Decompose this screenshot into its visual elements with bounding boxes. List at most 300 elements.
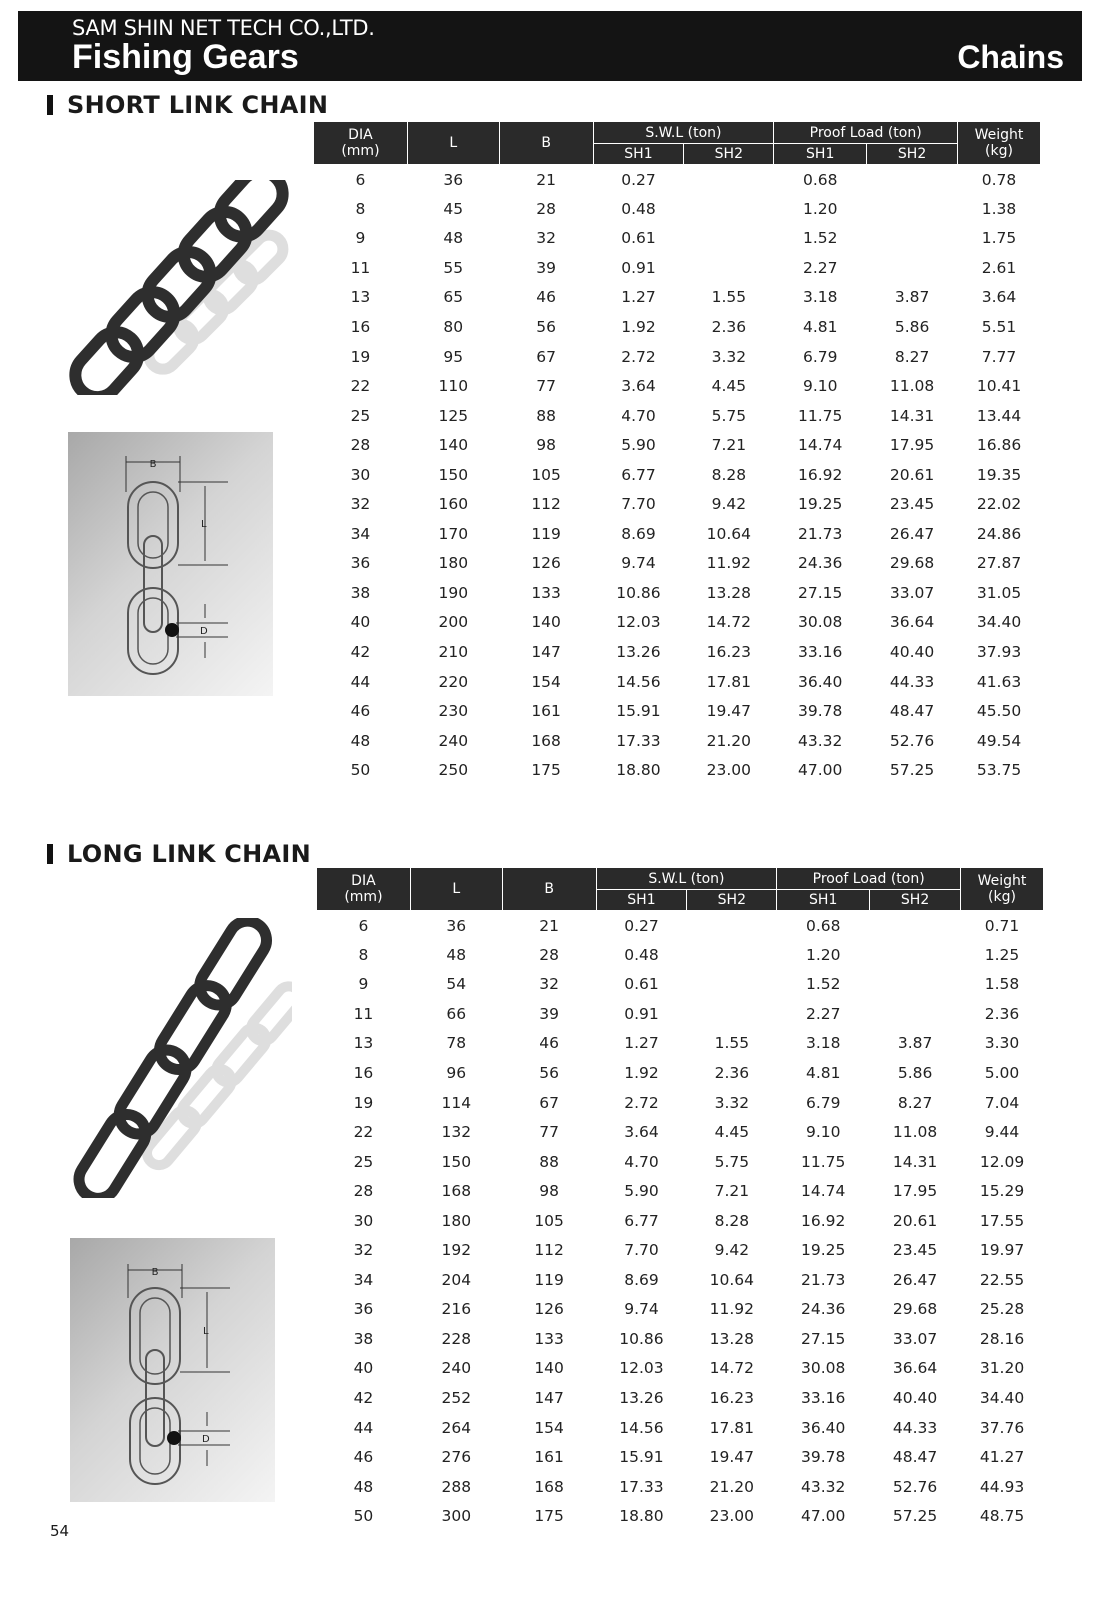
swl-sh1-cell: 1.92 (621, 318, 656, 336)
short-link-spec-table (313, 121, 1041, 785)
b-cell: 21 (539, 916, 559, 935)
dia-cell: 40 (353, 1359, 374, 1378)
table-row (317, 1383, 1044, 1413)
swl-sh2-cell (687, 940, 777, 970)
dia-cell: 13 (353, 1034, 374, 1053)
b-cell: 28 (539, 945, 559, 964)
table-row (317, 1265, 1044, 1295)
l-cell: 170 (438, 524, 469, 543)
dia-cell: 46 (350, 702, 371, 721)
swl-sh2-cell: 11.92 (709, 1300, 755, 1319)
dim-d-label: D (200, 626, 208, 637)
dia-cell: 8 (355, 199, 366, 218)
long-link-chain-image (62, 918, 292, 1198)
l-cell: 300 (441, 1507, 472, 1526)
proof-sh1-cell: 9.10 (802, 377, 838, 396)
proof-sh2-cell (870, 940, 961, 970)
b-cell: 161 (531, 702, 561, 721)
proof-sh1-cell: 24.36 (798, 554, 843, 573)
swl-sh1-cell: 5.90 (621, 436, 656, 455)
swl-sh1-cell: 9.74 (621, 554, 656, 573)
swl-sh1-cell: 1.27 (624, 1034, 659, 1053)
company-name: SAM SHIN NET TECH CO.,LTD. (72, 16, 375, 40)
proof-sh2-cell: 36.64 (889, 613, 935, 632)
dia-cell: 28 (350, 436, 371, 455)
swl-sh2-cell: 3.32 (714, 1093, 750, 1112)
proof-sh2-cell: 44.33 (892, 1418, 938, 1437)
proof-sh1-cell: 21.73 (798, 524, 843, 543)
dia-cell: 44 (350, 672, 371, 691)
proof-sh2-cell: 23.45 (892, 1241, 938, 1260)
weight-cell: 0.71 (984, 916, 1020, 935)
proof-sh1-cell: 2.27 (802, 258, 838, 277)
dia-cell: 11 (353, 1004, 374, 1023)
proof-sh1-cell: 11.75 (801, 1152, 846, 1171)
swl-sh1-cell: 13.26 (619, 1389, 664, 1408)
proof-sh1-cell: 1.20 (805, 945, 841, 964)
l-cell: 230 (438, 702, 469, 721)
swl-sh2-cell: 10.64 (709, 1270, 755, 1289)
swl-sh2-cell: 1.55 (711, 288, 747, 307)
weight-cell: 19.97 (979, 1241, 1025, 1260)
swl-sh1-cell: 0.61 (624, 975, 659, 994)
weight-cell: 7.04 (984, 1093, 1020, 1112)
swl-sh2-cell: 8.28 (711, 465, 747, 484)
table-row (314, 371, 1041, 401)
table-row (314, 519, 1041, 549)
swl-sh2-cell (687, 999, 777, 1029)
b-cell: 88 (539, 1152, 559, 1171)
proof-sh2-cell: 29.68 (892, 1300, 938, 1319)
swl-sh2-cell: 7.21 (711, 436, 747, 455)
b-cell: 140 (534, 1359, 564, 1378)
short-link-section-title (47, 91, 328, 119)
dia-header: DIA (mm) (314, 122, 408, 165)
dia-cell: 25 (353, 1152, 374, 1171)
proof-sh1-cell: 19.25 (801, 1241, 846, 1260)
weight-cell: 27.87 (976, 554, 1022, 573)
l-cell: 264 (441, 1418, 472, 1437)
l-cell: 48 (443, 229, 464, 248)
weight-cell: 53.75 (976, 761, 1022, 780)
swl-sh2-cell: 1.55 (714, 1034, 750, 1053)
swl-sh2-cell: 16.23 (709, 1389, 755, 1408)
proof-sh1-cell: 3.18 (805, 1034, 841, 1053)
proof-sh2-cell: 14.31 (892, 1152, 938, 1171)
dia-cell: 44 (353, 1418, 374, 1437)
b-cell: 154 (534, 1418, 564, 1437)
b-cell: 67 (539, 1093, 559, 1112)
weight-cell: 44.93 (979, 1477, 1025, 1496)
proof-sh1-cell: 1.52 (802, 229, 838, 248)
swl-sh1-header: SH1 (596, 890, 687, 911)
proof-sh1-cell: 24.36 (801, 1300, 846, 1319)
swl-sh2-cell: 10.64 (706, 524, 752, 543)
proof-sh2-cell: 40.40 (889, 643, 935, 662)
swl-sh2-cell (684, 194, 774, 224)
dia-cell: 50 (353, 1507, 374, 1526)
weight-cell: 22.02 (976, 495, 1022, 514)
swl-sh1-cell: 5.90 (624, 1182, 659, 1201)
proof-sh2-cell: 11.08 (889, 377, 935, 396)
dia-cell: 19 (350, 347, 371, 366)
b-cell: 147 (534, 1389, 564, 1408)
proof-sh1-header: SH1 (777, 890, 870, 911)
weight-cell: 1.58 (984, 975, 1020, 994)
proof-sh2-cell: 14.31 (889, 406, 935, 425)
proof-sh2-cell: 17.95 (889, 436, 935, 455)
table-row (314, 578, 1041, 608)
proof-sh1-cell: 1.52 (805, 975, 841, 994)
swl-sh2-cell: 14.72 (709, 1359, 755, 1378)
proof-sh1-cell: 33.16 (801, 1389, 846, 1408)
swl-sh1-cell: 7.70 (621, 495, 656, 514)
weight-cell: 15.29 (979, 1182, 1025, 1201)
dia-cell: 32 (350, 495, 371, 514)
swl-sh1-cell: 9.74 (624, 1300, 659, 1319)
dia-cell: 38 (353, 1329, 374, 1348)
b-cell: 105 (531, 465, 561, 484)
l-cell: 66 (446, 1004, 467, 1023)
b-cell: 126 (531, 554, 561, 573)
proof-sh2-header: SH2 (867, 144, 958, 165)
proof-sh1-cell: 14.74 (801, 1182, 846, 1201)
b-cell: 175 (531, 761, 561, 780)
dia-cell: 36 (353, 1300, 374, 1319)
weight-cell: 17.55 (979, 1211, 1025, 1230)
table-row (314, 549, 1041, 579)
swl-sh1-cell: 10.86 (619, 1329, 664, 1348)
proof-sh1-cell: 47.00 (798, 761, 843, 780)
l-cell: 54 (446, 975, 467, 994)
table-row (314, 165, 1041, 195)
weight-cell: 2.36 (984, 1004, 1020, 1023)
l-cell: 250 (438, 761, 469, 780)
swl-sh1-cell: 18.80 (616, 761, 661, 780)
l-cell: 210 (438, 643, 469, 662)
swl-sh1-cell: 10.86 (616, 583, 661, 602)
proof-sh1-cell: 47.00 (801, 1507, 846, 1526)
proof-sh2-cell: 52.76 (892, 1477, 938, 1496)
proof-load-header: Proof Load (ton) (774, 122, 958, 144)
table-row (317, 1176, 1044, 1206)
table-row (314, 224, 1041, 254)
b-cell: 32 (539, 975, 559, 994)
b-cell: 154 (531, 672, 561, 691)
dia-cell: 40 (350, 613, 371, 632)
l-cell: 228 (441, 1329, 472, 1348)
b-cell: 56 (539, 1064, 559, 1082)
swl-sh2-cell: 9.42 (714, 1241, 750, 1260)
table-row (314, 696, 1041, 726)
table-row (314, 401, 1041, 431)
proof-sh1-cell: 4.81 (805, 1064, 841, 1082)
proof-sh1-cell: 30.08 (798, 613, 843, 632)
dia-cell: 50 (350, 761, 371, 780)
swl-sh1-cell: 0.61 (621, 229, 656, 248)
swl-sh1-cell: 18.80 (619, 1507, 664, 1526)
long-link-section-title (47, 840, 311, 868)
l-cell: 78 (446, 1034, 467, 1053)
l-cell: 55 (443, 258, 464, 277)
dia-cell: 16 (350, 318, 371, 336)
table-row (314, 667, 1041, 697)
swl-sh2-cell (687, 970, 777, 1000)
swl-sh2-cell (687, 911, 777, 941)
swl-sh1-cell: 15.91 (616, 702, 661, 721)
table-row (317, 911, 1044, 941)
l-cell: 150 (438, 465, 469, 484)
b-cell: 126 (534, 1300, 564, 1319)
l-cell: 95 (443, 347, 464, 366)
table-row (314, 283, 1041, 313)
swl-sh1-cell: 1.92 (624, 1064, 659, 1082)
swl-sh2-header: SH2 (684, 144, 774, 165)
proof-sh2-cell: 48.47 (892, 1448, 938, 1467)
weight-cell: 1.38 (981, 199, 1017, 218)
dia-cell: 42 (353, 1389, 374, 1408)
table-row (317, 940, 1044, 970)
l-cell: 96 (446, 1064, 467, 1082)
table-row (314, 430, 1041, 460)
l-cell: 132 (441, 1123, 472, 1142)
proof-sh1-cell: 43.32 (801, 1477, 846, 1496)
proof-sh1-cell: 21.73 (801, 1270, 846, 1289)
weight-cell: 3.30 (984, 1034, 1020, 1053)
swl-sh2-cell: 8.28 (714, 1211, 750, 1230)
proof-sh2-cell: 29.68 (889, 554, 935, 573)
proof-sh1-cell: 16.92 (801, 1211, 846, 1230)
swl-sh1-cell: 15.91 (619, 1448, 664, 1467)
b-cell: 112 (534, 1241, 564, 1260)
swl-sh1-cell: 14.56 (616, 672, 661, 691)
proof-sh1-cell: 19.25 (798, 495, 843, 514)
swl-sh2-cell: 23.00 (706, 761, 752, 780)
swl-sh1-cell: 12.03 (616, 613, 661, 632)
table-row (317, 1295, 1044, 1325)
l-cell: 114 (441, 1093, 472, 1112)
swl-sh1-cell: 8.69 (624, 1270, 659, 1289)
table-row (314, 726, 1041, 756)
table-row (314, 755, 1041, 785)
swl-sh1-cell: 3.64 (624, 1123, 659, 1142)
proof-sh2-cell: 57.25 (889, 761, 935, 780)
table-row (317, 1354, 1044, 1384)
dia-header: DIA (mm) (317, 868, 411, 911)
swl-sh2-cell: 4.45 (711, 377, 747, 396)
dia-cell: 9 (355, 229, 366, 248)
dia-cell: 11 (350, 258, 371, 277)
weight-header: Weight (kg) (961, 868, 1044, 911)
proof-sh1-cell: 36.40 (798, 672, 843, 691)
weight-cell: 48.75 (979, 1507, 1025, 1526)
swl-sh2-header: SH2 (687, 890, 777, 911)
b-cell: 39 (536, 258, 556, 277)
dia-cell: 22 (350, 377, 371, 396)
table-row (314, 608, 1041, 638)
weight-cell: 9.44 (984, 1123, 1020, 1142)
swl-sh1-cell: 0.91 (621, 258, 656, 277)
swl-sh1-cell: 17.33 (619, 1477, 664, 1496)
swl-sh2-cell: 5.75 (711, 406, 747, 425)
swl-sh2-cell: 17.81 (706, 672, 752, 691)
l-cell: 48 (446, 945, 467, 964)
dim-l-label: L (201, 519, 207, 530)
proof-sh1-cell: 4.81 (802, 318, 838, 336)
table-row (317, 1147, 1044, 1177)
weight-cell: 37.76 (979, 1418, 1025, 1437)
proof-sh2-cell: 5.86 (894, 318, 930, 336)
long-link-spec-table (316, 867, 1044, 1531)
b-cell: 21 (536, 170, 556, 189)
l-cell: 140 (438, 436, 469, 455)
swl-header: S.W.L (ton) (593, 122, 774, 144)
b-cell: 46 (536, 288, 556, 307)
swl-sh1-cell: 1.27 (621, 288, 656, 307)
table-row (317, 1472, 1044, 1502)
dia-cell: 48 (353, 1477, 374, 1496)
proof-sh2-header: SH2 (870, 890, 961, 911)
dia-cell: 25 (350, 406, 371, 425)
b-header: B (502, 868, 596, 911)
swl-sh1-cell: 4.70 (621, 406, 656, 425)
proof-sh2-cell: 17.95 (892, 1182, 938, 1201)
l-cell: 220 (438, 672, 469, 691)
section-marker (47, 844, 53, 864)
weight-cell: 16.86 (976, 436, 1022, 455)
proof-sh2-cell (870, 999, 961, 1029)
proof-sh2-cell: 57.25 (892, 1507, 938, 1526)
swl-sh2-cell: 11.92 (706, 554, 752, 573)
proof-sh2-cell (867, 165, 958, 195)
swl-sh2-cell: 13.28 (709, 1329, 755, 1348)
dim-d-label: D (202, 1434, 210, 1445)
b-cell: 46 (539, 1034, 559, 1053)
proof-sh2-cell: 11.08 (892, 1123, 938, 1142)
swl-sh1-cell: 0.27 (621, 170, 656, 189)
swl-sh1-cell: 13.26 (616, 643, 661, 662)
dia-cell: 48 (350, 731, 371, 750)
swl-sh1-cell: 17.33 (616, 731, 661, 750)
swl-sh1-cell: 8.69 (621, 524, 656, 543)
swl-sh2-cell: 3.32 (711, 347, 747, 366)
swl-sh1-cell: 2.72 (621, 347, 656, 366)
proof-sh2-cell: 40.40 (892, 1389, 938, 1408)
weight-cell: 12.09 (979, 1152, 1025, 1171)
weight-cell: 31.05 (976, 583, 1022, 602)
swl-sh1-cell: 0.48 (624, 945, 659, 964)
table-row (317, 1324, 1044, 1354)
proof-sh1-cell: 39.78 (798, 702, 843, 721)
proof-sh2-cell (867, 194, 958, 224)
table-row (317, 1088, 1044, 1118)
weight-cell: 10.41 (976, 377, 1022, 396)
table-row (317, 1206, 1044, 1236)
dia-cell: 19 (353, 1093, 374, 1112)
l-cell: 160 (438, 495, 469, 514)
long-link-dimension-diagram (70, 1238, 275, 1502)
long-link-title: LONG LINK CHAIN (67, 840, 312, 868)
proof-sh2-cell: 33.07 (892, 1329, 938, 1348)
b-cell: 98 (539, 1182, 559, 1201)
swl-sh1-cell: 14.56 (619, 1418, 664, 1437)
b-cell: 56 (536, 318, 556, 336)
b-cell: 105 (534, 1211, 564, 1230)
proof-sh2-cell: 33.07 (889, 583, 935, 602)
swl-sh2-cell: 13.28 (706, 583, 752, 602)
weight-cell: 41.27 (979, 1448, 1025, 1467)
weight-cell: 25.28 (979, 1300, 1025, 1319)
dia-cell: 34 (353, 1270, 374, 1289)
table-row (317, 1117, 1044, 1147)
table-row (317, 1442, 1044, 1472)
l-cell: 288 (441, 1477, 472, 1496)
swl-sh2-cell: 2.36 (714, 1064, 750, 1082)
b-cell: 77 (539, 1123, 559, 1142)
l-header: L (407, 122, 499, 165)
dia-cell: 46 (353, 1448, 374, 1467)
b-cell: 175 (534, 1507, 564, 1526)
b-cell: 168 (531, 731, 561, 750)
dia-cell: 9 (358, 975, 369, 994)
l-cell: 150 (441, 1152, 472, 1171)
proof-sh1-cell: 39.78 (801, 1448, 846, 1467)
table-row (314, 312, 1041, 342)
page-number: 54 (50, 1522, 70, 1540)
weight-cell: 3.64 (981, 288, 1017, 307)
b-cell: 133 (531, 583, 561, 602)
swl-sh2-cell: 4.45 (714, 1123, 750, 1142)
swl-sh1-cell: 0.48 (621, 199, 656, 218)
proof-load-header: Proof Load (ton) (777, 868, 961, 890)
b-cell: 67 (536, 347, 556, 366)
dia-cell: 22 (353, 1123, 374, 1142)
swl-sh2-cell: 5.75 (714, 1152, 750, 1171)
b-cell: 168 (534, 1477, 564, 1496)
table-row (314, 194, 1041, 224)
swl-sh2-cell (684, 165, 774, 195)
weight-header: Weight (kg) (958, 122, 1041, 165)
weight-cell: 37.93 (976, 643, 1022, 662)
dia-cell: 8 (358, 945, 369, 964)
weight-cell: 24.86 (976, 524, 1022, 543)
proof-sh1-cell: 16.92 (798, 465, 843, 484)
swl-sh1-cell: 7.70 (624, 1241, 659, 1260)
proof-sh1-cell: 11.75 (798, 406, 843, 425)
l-cell: 216 (441, 1300, 472, 1319)
swl-sh2-cell: 21.20 (706, 731, 752, 750)
proof-sh1-cell: 9.10 (805, 1123, 841, 1142)
proof-sh2-cell: 20.61 (889, 465, 935, 484)
proof-sh2-cell: 48.47 (889, 702, 935, 721)
weight-cell: 45.50 (976, 702, 1022, 721)
proof-sh2-cell: 26.47 (892, 1270, 938, 1289)
l-cell: 240 (441, 1359, 472, 1378)
proof-sh2-cell (867, 224, 958, 254)
l-cell: 180 (438, 554, 469, 573)
b-cell: 140 (531, 613, 561, 632)
proof-sh1-cell: 6.79 (802, 347, 838, 366)
table-row (317, 1029, 1044, 1059)
proof-sh1-cell: 43.32 (798, 731, 843, 750)
proof-sh1-cell: 36.40 (801, 1418, 846, 1437)
swl-sh1-cell: 3.64 (621, 377, 656, 396)
proof-sh2-cell: 23.45 (889, 495, 935, 514)
b-cell: 119 (534, 1270, 564, 1289)
swl-sh2-cell: 17.81 (709, 1418, 755, 1437)
table-row (317, 1413, 1044, 1443)
table-row (317, 1058, 1044, 1088)
